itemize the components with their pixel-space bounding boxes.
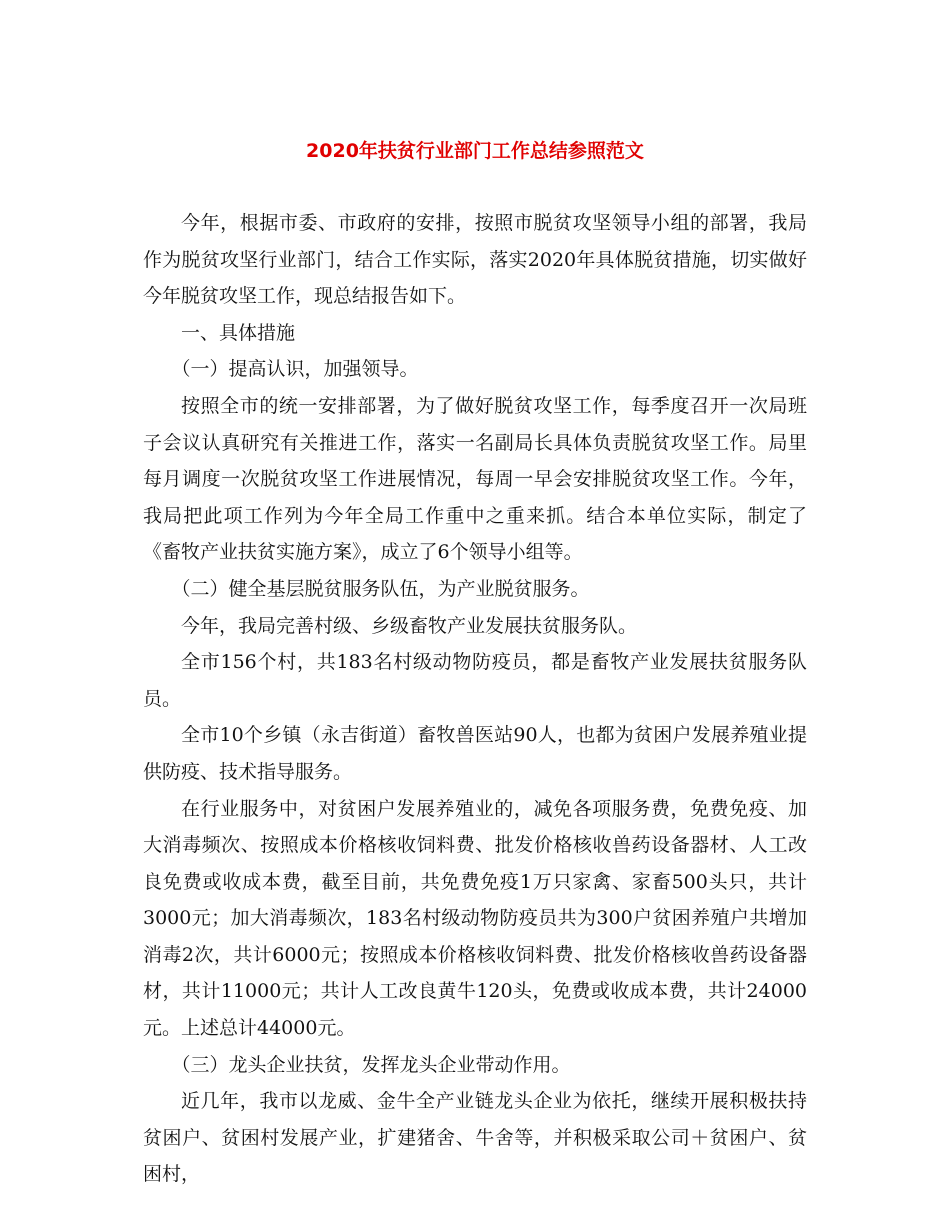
document-body bbox=[143, 205, 807, 1193]
paragraph-intro: 今年，根据市委、市政府的安排，按照市脱贫攻坚领导小组的部署，我局作为脱贫攻坚行业部门，结合工作实际，落实2020年具体脱贫措施，切实做好今年脱贫攻坚工作，现总结报告如下。 bbox=[143, 212, 807, 308]
document-title: 2020年扶贫行业部门工作总结参照范文 bbox=[306, 140, 644, 162]
paragraph-township-staff: 全市10个乡镇（永吉街道）畜牧兽医站90人，也都为贫困户发展养殖业提供防疫、技术指导服务。 bbox=[143, 724, 807, 783]
subheading-leadership: （一）提高认识，加强领导。 bbox=[171, 358, 419, 381]
paragraph-village-staff: 全市156个村，共183名村级动物防疫员，都是畜牧产业发展扶贫服务队员。 bbox=[143, 651, 807, 710]
paragraph-service-team: 今年，我局完善村级、乡级畜牧产业发展扶贫服务队。 bbox=[181, 614, 638, 637]
subheading-service-team: （二）健全基层脱贫服务队伍，为产业脱贫服务。 bbox=[171, 577, 590, 600]
paragraph-leadership: 按照全市的统一安排部署，为了做好脱贫攻坚工作，每季度召开一次局班子会议认真研究有关推进工作，落实一名副局长具体负责脱贫攻坚工作。局里每月调度一次脱贫攻坚工作进展情况，每周一早会安排脱贫攻坚工作。今年，我局把此项工作列为今年全局工作重中之重来抓。结合本单位实际，制定了《畜牧产业扶贫实施方案》，成立了6个领导小组等。 bbox=[143, 394, 807, 564]
subheading-leading-enterprises: （三）龙头企业扶贫，发挥龙头企业带动作用。 bbox=[171, 1053, 571, 1076]
paragraph-fee-reduction: 在行业服务中，对贫困户发展养殖业的，减免各项服务费，免费免疫、加大消毒频次、按照成本价格核收饲料费、批发价格核收兽药设备器材、人工改良免费或收成本费，截至目前，共免费免疫1万只家禽、家畜500头只，共计3000元；加大消毒频次，183名村级动物防疫员共为300户贫困养殖户共增加消毒2次，共计6000元；按照成本价格核收饲料费、批发价格核收兽药设备器材，共计11000元；共计人工改良黄牛120头，免费或收成本费，共计24000元。上述总计44000元。 bbox=[143, 797, 807, 1040]
section-heading-measures: 一、具体措施 bbox=[181, 321, 296, 344]
paragraph-leading-enterprises: 近几年，我市以龙威、金牛全产业链龙头企业为依托，继续开展积极扶持贫困户、贫困村发展产业，扩建猪舍、牛舍等，并积极采取公司＋贫困户、贫困村， bbox=[143, 1090, 807, 1186]
